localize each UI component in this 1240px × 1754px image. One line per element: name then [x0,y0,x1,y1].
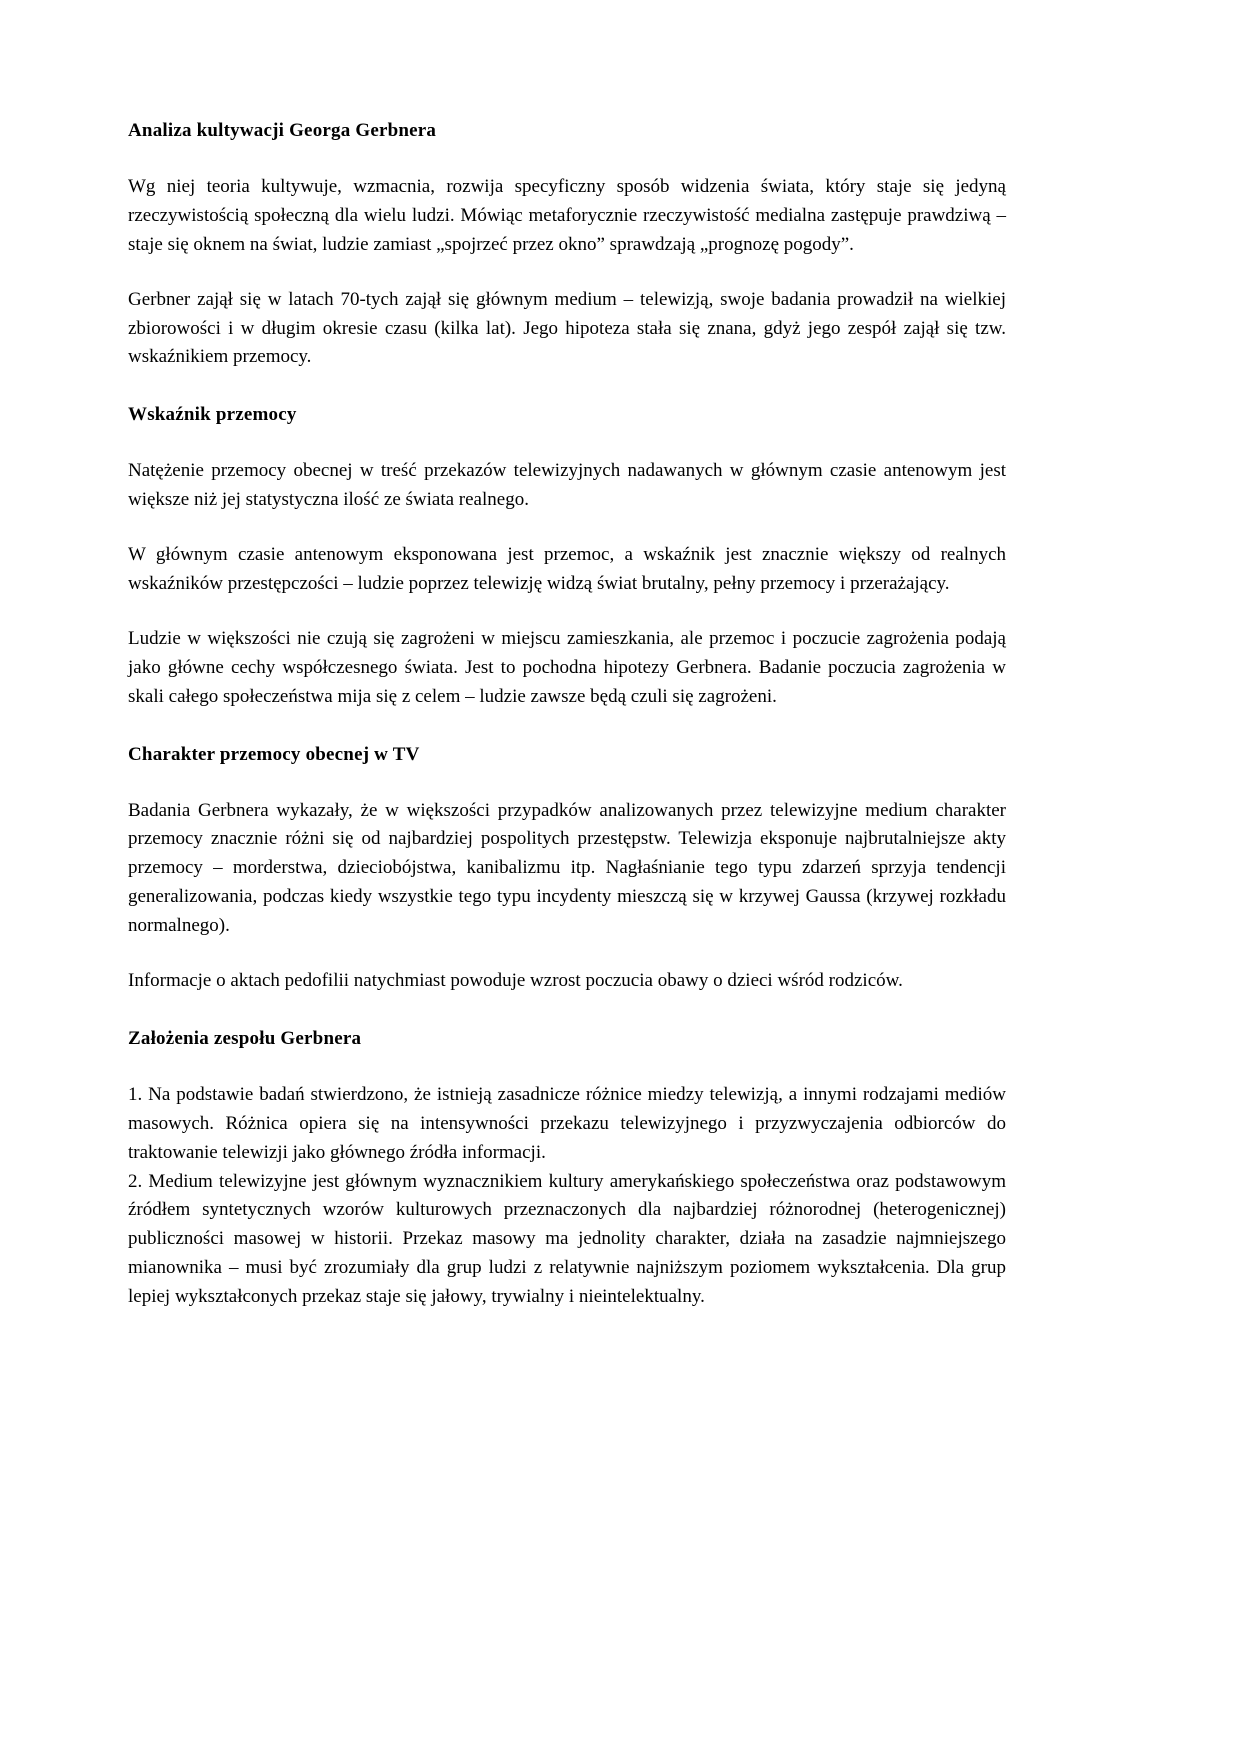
paragraph-charakter-1: Badania Gerbnera wykazały, że w większości przypadków analizowanych przez telewizyjne medium charakter przemocy znacznie różni się od najbardziej pospolitych przestępstw. Telewizja eksponuje najbrutalniejsze akty przemocy – morderstwa, dzieciobójstwa, kanibalizmu itp. Nagłaśnianie tego typu zdarzeń sprzyja tendencji generalizowania, podczas kiedy wszystkie tego typu incydenty mieszczą się w krzywej Gaussa (krzywej rozkładu normalnego). [128,799,1006,937]
list-item: 2. Medium telewizyjne jest głównym wyznacznikiem kultury amerykańskiego społeczeństwa oraz podstawowym źródłem syntetycznych wzorów kulturowych przeznaczonych dla najbardziej różnorodnej (heterogenicznej) publiczności masowej w historii. Przekaz masowy ma jednolity charakter, działa na zasadzie najmniejszego mianownika – musi być zrozumiały dla grup ludzi z relatywnie najniższym poziomem wykształcenia. Dla grup lepiej wykształconych przekaz staje się jałowy, trywialny i nieintelektualny. [128,1170,1006,1308]
paragraph-intro-2: Gerbner zajął się w latach 70-tych zajął się głównym medium – telewizją, swoje badania prowadził na wielkiej zbiorowości i w długim okresie czasu (kilka lat). Jego hipoteza stała się znana, gdyż jego zespół zajął się tzw. wskaźnikiem przemocy. [128,288,1006,368]
numbered-list [128,1081,1006,1312]
section-heading-charakter-przemocy: Charakter przemocy obecnej w TV [128,743,420,765]
paragraph-charakter-2: Informacje o aktach pedofilii natychmiast powoduje wzrost poczucia obawy o dzieci wśród rodziców. [128,969,903,991]
paragraph-wskaznik-3: Ludzie w większości nie czują się zagrożeni w miejscu zamieszkania, ale przemoc i poczucie zagrożenia podają jako główne cechy współczesnego świata. Jest to pochodna hipotezy Gerbnera. Badanie poczucia zagrożenia w skali całego społeczeństwa mija się z celem – ludzie zawsze będą czuli się zagrożeni. [128,627,1006,707]
page-title: Analiza kultywacji Georga Gerbnera [128,120,437,141]
section-heading-wskaznik-przemocy: Wskaźnik przemocy [128,404,297,426]
section-heading-zalozenia-zespolu: Założenia zespołu Gerbnera [128,1027,362,1049]
document-content [128,118,1006,1312]
paragraph-wskaznik-2: W głównym czasie antenowym eksponowana jest przemoc, a wskaźnik jest znacznie większy od realnych wskaźników przestępczości – ludzie poprzez telewizję widzą świat brutalny, pełny przemocy i przerażający. [128,544,1006,595]
list-item: 1. Na podstawie badań stwierdzono, że istnieją zasadnicze różnice miedzy telewizją, a innymi rodzajami mediów masowych. Różnica opiera się na intensywności przekazu telewizyjnego i przyzwyczajenia odbiorców do traktowanie telewizji jako głównego źródła informacji. [128,1083,1006,1163]
paragraph-intro-1: Wg niej teoria kultywuje, wzmacnia, rozwija specyficzny sposób widzenia świata, który staje się jedyną rzeczywistością społeczną dla wielu ludzi. Mówiąc metaforycznie rzeczywistość medialna zastępuje prawdziwą – staje się oknem na świat, ludzie zamiast „spojrzeć przez okno” sprawdzają „prognozę pogody”. [128,176,1006,255]
paragraph-wskaznik-1: Natężenie przemocy obecnej w treść przekazów telewizyjnych nadawanych w głównym czasie antenowym jest większe niż jej statystyczna ilość ze świata realnego. [128,460,1006,511]
